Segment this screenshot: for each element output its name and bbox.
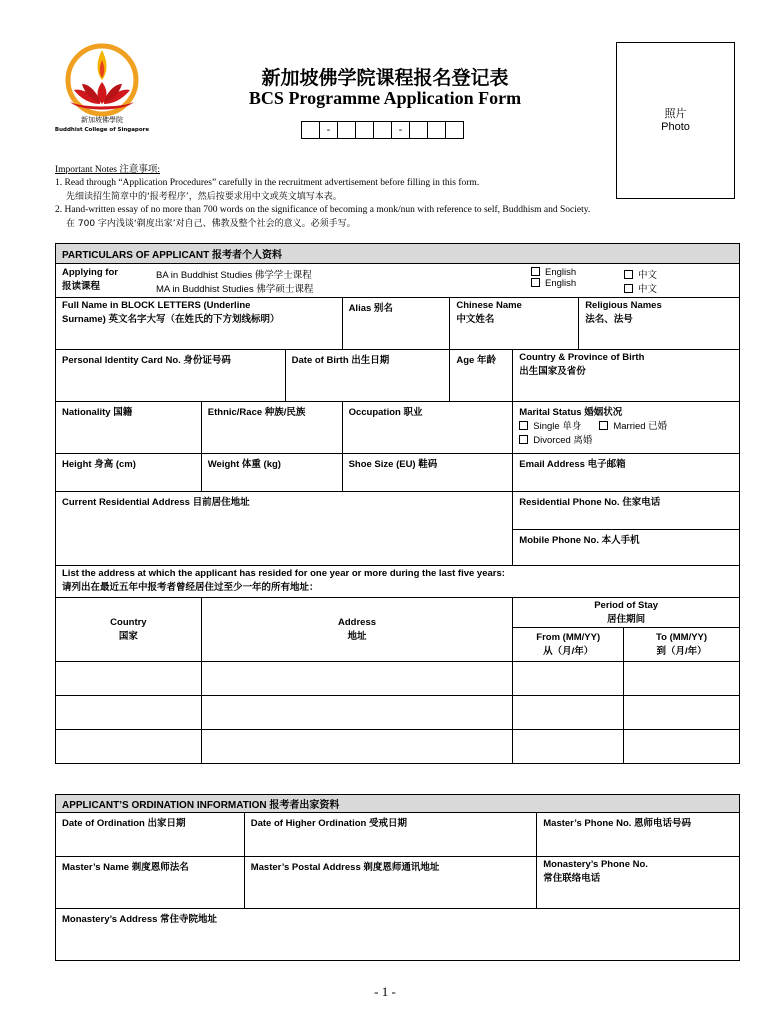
- ethnic-field[interactable]: Ethnic/Race 种族/民族: [201, 402, 342, 454]
- period-of-stay-header: Period of Stay 居住期间: [513, 598, 740, 628]
- full-name-field[interactable]: Full Name in BLOCK LETTERS (Underline Surname) 英文名字大写（在姓氏的下方划线标明）: [56, 298, 343, 350]
- to-cell[interactable]: [624, 696, 740, 730]
- to-cell[interactable]: [624, 662, 740, 696]
- address-cell[interactable]: [201, 730, 513, 764]
- checkbox-icon: [531, 267, 540, 276]
- address-history-row: [56, 730, 740, 764]
- appno-box[interactable]: [373, 121, 392, 139]
- country-cell[interactable]: [56, 730, 202, 764]
- ordination-header: APPLICANT’S ORDINATION INFORMATION 报考者出家资料: [56, 795, 740, 813]
- shoe-size-field[interactable]: Shoe Size (EU) 鞋码: [342, 454, 513, 492]
- height-field[interactable]: Height 身高 (cm): [56, 454, 202, 492]
- address-history-row: [56, 696, 740, 730]
- note-2: 2. Hand-written essay of no more than 700 words on the significance of becoming a monk/nun with reference to self, Buddhism and Society.: [55, 205, 591, 216]
- page-number: - 1 -: [374, 984, 396, 999]
- particulars-header: PARTICULARS OF APPLICANT 报考者个人资料: [56, 244, 740, 264]
- title-english: BCS Programme Application Form: [248, 88, 522, 108]
- application-number-boxes[interactable]: [302, 121, 464, 138]
- date-of-birth-field[interactable]: Date of Birth 出生日期: [285, 350, 450, 402]
- note-1-cn: 先细读招生简章中的‘报考程序’，然后按要求用中文或英文填写本表。: [66, 191, 342, 202]
- appno-box[interactable]: [409, 121, 428, 139]
- notes-heading: Important Notes 注意事项:: [55, 165, 161, 175]
- address-column-header: Address 地址: [201, 598, 513, 662]
- ma-option: MA in Buddhist Studies 佛学硕士课程: [156, 284, 314, 295]
- from-cell[interactable]: [513, 696, 624, 730]
- ba-chinese-checkbox[interactable]: 中文: [624, 267, 657, 281]
- photo-box[interactable]: [616, 42, 735, 199]
- country-of-birth-field[interactable]: Country & Province of Birth 出生国家及省份: [513, 350, 740, 402]
- residential-phone-field[interactable]: Residential Phone No. 住家电话: [513, 492, 740, 530]
- occupation-field[interactable]: Occupation 职业: [342, 402, 513, 454]
- checkbox-icon: [624, 284, 633, 293]
- appno-box[interactable]: -: [319, 121, 338, 139]
- appno-box[interactable]: [445, 121, 464, 139]
- marital-status-field[interactable]: Marital Status 婚姻状况 Single 单身 Married 已婚 Divorced 离婚: [513, 402, 740, 454]
- religious-names-field[interactable]: Religious Names 法名、法号: [579, 298, 740, 350]
- logo-text-cn: 新加坡佛學院: [81, 116, 123, 124]
- from-cell[interactable]: [513, 730, 624, 764]
- to-cell[interactable]: [624, 730, 740, 764]
- applying-for-label: Applying for: [62, 267, 118, 278]
- appno-box[interactable]: [337, 121, 356, 139]
- age-field[interactable]: Age 年龄: [450, 350, 513, 402]
- logo-text-en: Buddhist College of Singapore: [54, 127, 150, 133]
- alias-field[interactable]: Alias 别名: [342, 298, 450, 350]
- note-2-cn: 在 700 字内浅谈‘剃度出家’对自己、佛教及整个社会的意义。必须手写。: [66, 218, 356, 229]
- date-of-ordination-field[interactable]: Date of Ordination 出家日期: [56, 813, 245, 857]
- particulars-table: [55, 243, 740, 764]
- chinese-name-field[interactable]: Chinese Name 中文姓名: [450, 298, 579, 350]
- ba-option: BA in Buddhist Studies 佛学学士课程: [156, 270, 312, 281]
- appno-box[interactable]: [301, 121, 320, 139]
- appno-box[interactable]: -: [391, 121, 410, 139]
- single-checkbox[interactable]: Single 单身: [519, 421, 581, 432]
- ba-english-checkbox[interactable]: English: [531, 267, 576, 278]
- title-chinese: 新加坡佛学院课程报名登记表: [261, 68, 509, 89]
- address-cell[interactable]: [201, 662, 513, 696]
- master-name-field[interactable]: Master’s Name 剃度恩师法名: [56, 857, 245, 909]
- from-column-header: From (MM/YY) 从（月/年）: [513, 628, 624, 662]
- from-cell[interactable]: [513, 662, 624, 696]
- country-column-header: Country 国家: [56, 598, 202, 662]
- residential-address-field[interactable]: Current Residential Address 目前居住地址: [56, 492, 513, 566]
- address-cell[interactable]: [201, 696, 513, 730]
- ma-english-checkbox[interactable]: English: [531, 278, 576, 289]
- address-history-instruction: List the address at which the applicant has resided for one year or more during the last five years: 请列出在最近五年中报考者曾经居住过至少一年的所有地址：: [56, 566, 740, 598]
- date-of-higher-ordination-field[interactable]: Date of Higher Ordination 受戒日期: [244, 813, 537, 857]
- to-column-header: To (MM/YY) 到（月/年）: [624, 628, 740, 662]
- important-notes: [55, 164, 590, 231]
- note-1: 1. Read through “Application Procedures” carefully in the recruitment advertisement before filling in this form.: [55, 178, 480, 189]
- master-phone-field[interactable]: Master’s Phone No. 恩师电话号码: [537, 813, 740, 857]
- checkbox-icon: [624, 270, 633, 279]
- email-field[interactable]: Email Address 电子邮箱: [513, 454, 740, 492]
- country-cell[interactable]: [56, 696, 202, 730]
- photo-label-cn: 照片: [664, 108, 687, 120]
- checkbox-icon: [531, 278, 540, 287]
- married-checkbox[interactable]: Married 已婚: [599, 421, 667, 432]
- identity-card-field[interactable]: Personal Identity Card No. 身份证号码: [56, 350, 286, 402]
- address-history-row: [56, 662, 740, 696]
- appno-box[interactable]: [427, 121, 446, 139]
- ordination-table: [55, 794, 740, 961]
- monastery-address-field[interactable]: Monastery’s Address 常住寺院地址: [56, 909, 740, 961]
- applying-for-label-cn: 报读课程: [62, 281, 101, 292]
- divorced-checkbox[interactable]: Divorced 离婚: [519, 432, 733, 446]
- master-postal-address-field[interactable]: Master’s Postal Address 剃度恩师通讯地址: [244, 857, 537, 909]
- weight-field[interactable]: Weight 体重 (kg): [201, 454, 342, 492]
- appno-box[interactable]: [355, 121, 374, 139]
- ma-chinese-checkbox[interactable]: 中文: [624, 281, 657, 295]
- monastery-phone-field[interactable]: Monastery’s Phone No. 常住联络电话: [537, 857, 740, 909]
- applying-for-row: [56, 264, 740, 298]
- nationality-field[interactable]: Nationality 国籍: [56, 402, 202, 454]
- photo-label-en: Photo: [661, 121, 690, 133]
- country-cell[interactable]: [56, 662, 202, 696]
- mobile-phone-field[interactable]: Mobile Phone No. 本人手机: [513, 530, 740, 566]
